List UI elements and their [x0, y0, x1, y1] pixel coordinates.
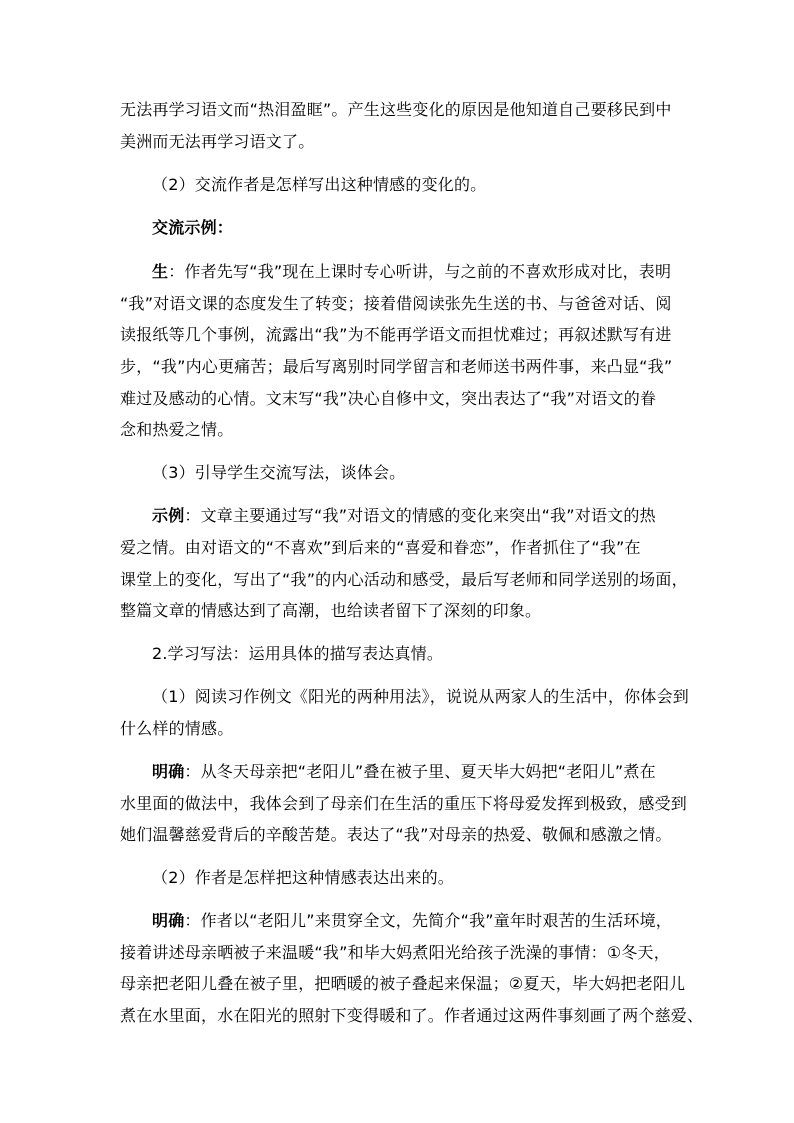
paragraph-line: 爱之情。由对语文的“不喜欢”到后来的“喜爱和眷恋”，作者抓住了“我”在 — [120, 538, 641, 557]
paragraph-line-text: ：从冬天母亲把“老阳儿”叠在被子里、夏天毕大妈把“老阳儿”煮在 — [184, 762, 656, 781]
paragraph-first-line — [152, 262, 712, 282]
paragraph-line: 她们温馨慈爱背后的辛酸苦楚。表达了“我”对母亲的热爱、敬佩和感激之情。 — [120, 825, 672, 844]
paragraph-line: 课堂上的变化，写出了“我”的内心活动和感受，最后写老师和同学送别的场面， — [120, 570, 688, 589]
paragraph-first-line — [152, 762, 712, 782]
paragraph-line-text: ：作者先写“我”现在上课时专心听讲，与之前的不喜欢形成对比，表明 — [168, 262, 672, 281]
paragraph-label: 示例 — [152, 506, 185, 525]
paragraph-line: 接着讲述母亲晒被子来温暖“我”和毕大妈煮阳光给孩子洗澡的事情：①冬天， — [120, 943, 670, 962]
example-heading: 交流示例： — [152, 218, 234, 237]
question-line: 什么样的情感。 — [120, 719, 234, 738]
paragraph-line: 步，“我”内心更痛苦；最后写离别时同学留言和老师送书两件事，来凸显“我” — [120, 357, 673, 376]
question-line: （3）引导学生交流写法，谈体会。 — [152, 463, 406, 482]
paragraph-line: 难过及感动的心情。文末写“我”决心自修中文，突出表达了“我”对语文的眷 — [120, 389, 657, 408]
paragraph-line: 念和热爱之情。 — [120, 420, 234, 439]
section-heading: 2.学习写法：运用具体的描写表达真情。 — [152, 644, 444, 663]
question-line: （2）作者是怎样把这种情感表达出来的。 — [152, 868, 454, 887]
paragraph-line: 美洲而无法再学习语文了。 — [120, 132, 315, 151]
paragraph-label: 生 — [152, 262, 169, 281]
paragraph-line: “我”对语文课的态度发生了转变；接着借阅读张先生送的书、与爸爸对话、阅 — [120, 294, 672, 313]
paragraph-line: 煮在水里面，水在阳光的照射下变得暖和了。作者通过这两件事刻画了两个慈爱、 — [120, 1006, 704, 1025]
paragraph-line: 水里面的做法中，我体会到了母亲们在生活的重压下将母爱发挥到极致，感受到 — [120, 794, 688, 813]
paragraph-line-text: ：文章主要通过写“我”对语文的情感的变化来突出“我”对语文的热 — [184, 506, 656, 525]
paragraph-first-line — [152, 506, 712, 526]
paragraph-label: 明确 — [152, 762, 185, 781]
question-line: （1）阅读习作例文《阳光的两种用法》，说说从两家人的生活中，你体会到 — [152, 687, 689, 706]
paragraph-line: 母亲把老阳儿叠在被子里，把晒暖的被子叠起来保温；②夏天，毕大妈把老阳儿 — [120, 974, 686, 993]
paragraph-line-text: ：作者以“老阳儿”来贯穿全文，先简介“我”童年时艰苦的生活环境， — [184, 911, 672, 930]
paragraph-first-line — [152, 911, 712, 931]
paragraph-label: 明确 — [152, 911, 185, 930]
paragraph-line: 整篇文章的情感达到了高潮，也给读者留下了深刻的印象。 — [120, 601, 542, 620]
paragraph-line: 无法再学习语文而“热泪盈眶”。产生这些变化的原因是他知道自己要移民到中 — [120, 100, 672, 119]
paragraph-line: 读报纸等几个事例，流露出“我”为不能再学语文而担忧难过；再叙述默写有进 — [120, 325, 672, 344]
question-line: （2）交流作者是怎样写出这种情感的变化的。 — [152, 175, 487, 194]
